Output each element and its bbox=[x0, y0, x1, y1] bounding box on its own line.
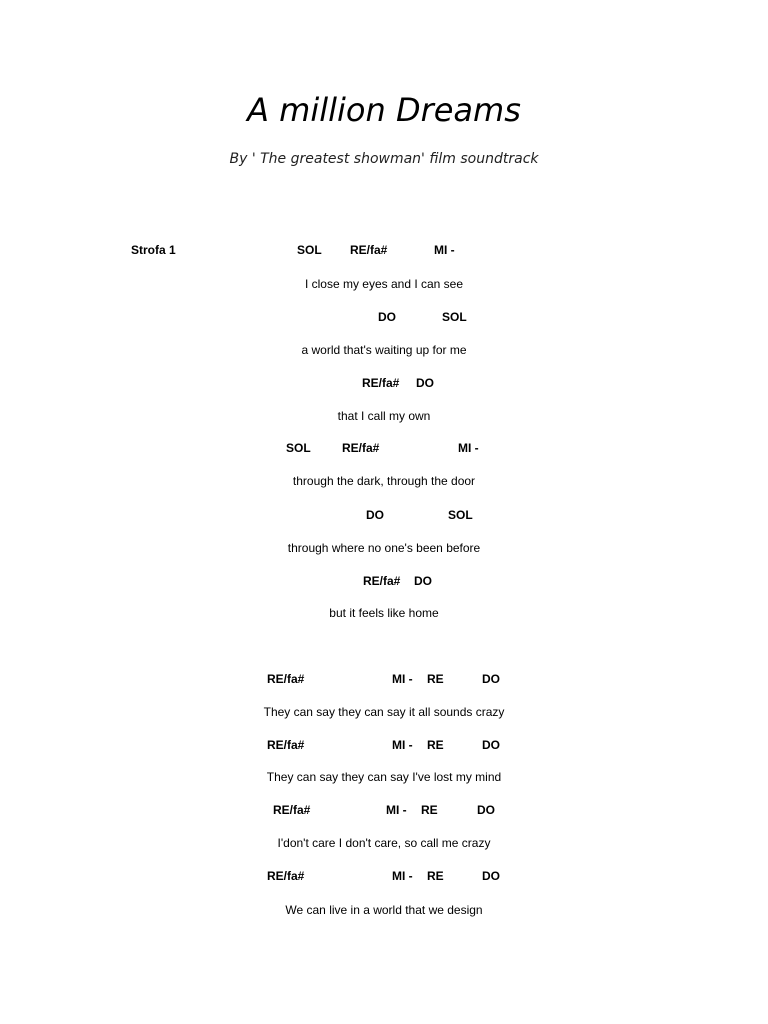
lyric-line: I close my eyes and I can see bbox=[304, 277, 464, 291]
chord: RE/fa# bbox=[267, 672, 305, 686]
chord: RE/fa# bbox=[267, 738, 305, 752]
chord: MI - bbox=[386, 803, 407, 817]
chord: RE bbox=[421, 803, 438, 817]
section-label: Strofa 1 bbox=[131, 243, 176, 257]
song-subtitle: By ' The greatest showman' film soundtrack bbox=[229, 151, 539, 167]
chord: DO bbox=[482, 672, 500, 686]
chord: RE bbox=[427, 869, 444, 883]
lyric-line: They can say they can say I've lost my mind bbox=[266, 770, 502, 784]
chord: RE bbox=[427, 738, 444, 752]
chord: MI - bbox=[434, 243, 455, 257]
chord: DO bbox=[414, 574, 432, 588]
chord: MI - bbox=[392, 869, 413, 883]
lyric-line: through where no one's been before bbox=[287, 541, 481, 555]
chord: RE bbox=[427, 672, 444, 686]
chord: SOL bbox=[297, 243, 322, 257]
lyric-line: that I call my own bbox=[337, 409, 431, 423]
chord: RE/fa# bbox=[363, 574, 401, 588]
chord: DO bbox=[482, 738, 500, 752]
chord: SOL bbox=[448, 508, 473, 522]
chord: SOL bbox=[286, 441, 311, 455]
chord: RE/fa# bbox=[362, 376, 400, 390]
chord: MI - bbox=[458, 441, 479, 455]
chord: MI - bbox=[392, 672, 413, 686]
lyric-line: a world that's waiting up for me bbox=[301, 343, 467, 357]
chord: RE/fa# bbox=[350, 243, 388, 257]
chord: DO bbox=[416, 376, 434, 390]
chord: RE/fa# bbox=[273, 803, 311, 817]
song-title: A million Dreams bbox=[247, 91, 521, 129]
chord: MI - bbox=[392, 738, 413, 752]
chord: DO bbox=[477, 803, 495, 817]
lyric-line: We can live in a world that we design bbox=[285, 903, 483, 917]
lyric-line: I'don't care I don't care, so call me crazy bbox=[277, 836, 491, 850]
chord: SOL bbox=[442, 310, 467, 324]
lyric-line: through the dark, through the door bbox=[292, 474, 476, 488]
chord: RE/fa# bbox=[342, 441, 380, 455]
chord: RE/fa# bbox=[267, 869, 305, 883]
lyric-line: They can say they can say it all sounds crazy bbox=[263, 705, 505, 719]
lyric-line: but it feels like home bbox=[329, 606, 439, 620]
chord: DO bbox=[378, 310, 396, 324]
chord: DO bbox=[366, 508, 384, 522]
chord: DO bbox=[482, 869, 500, 883]
